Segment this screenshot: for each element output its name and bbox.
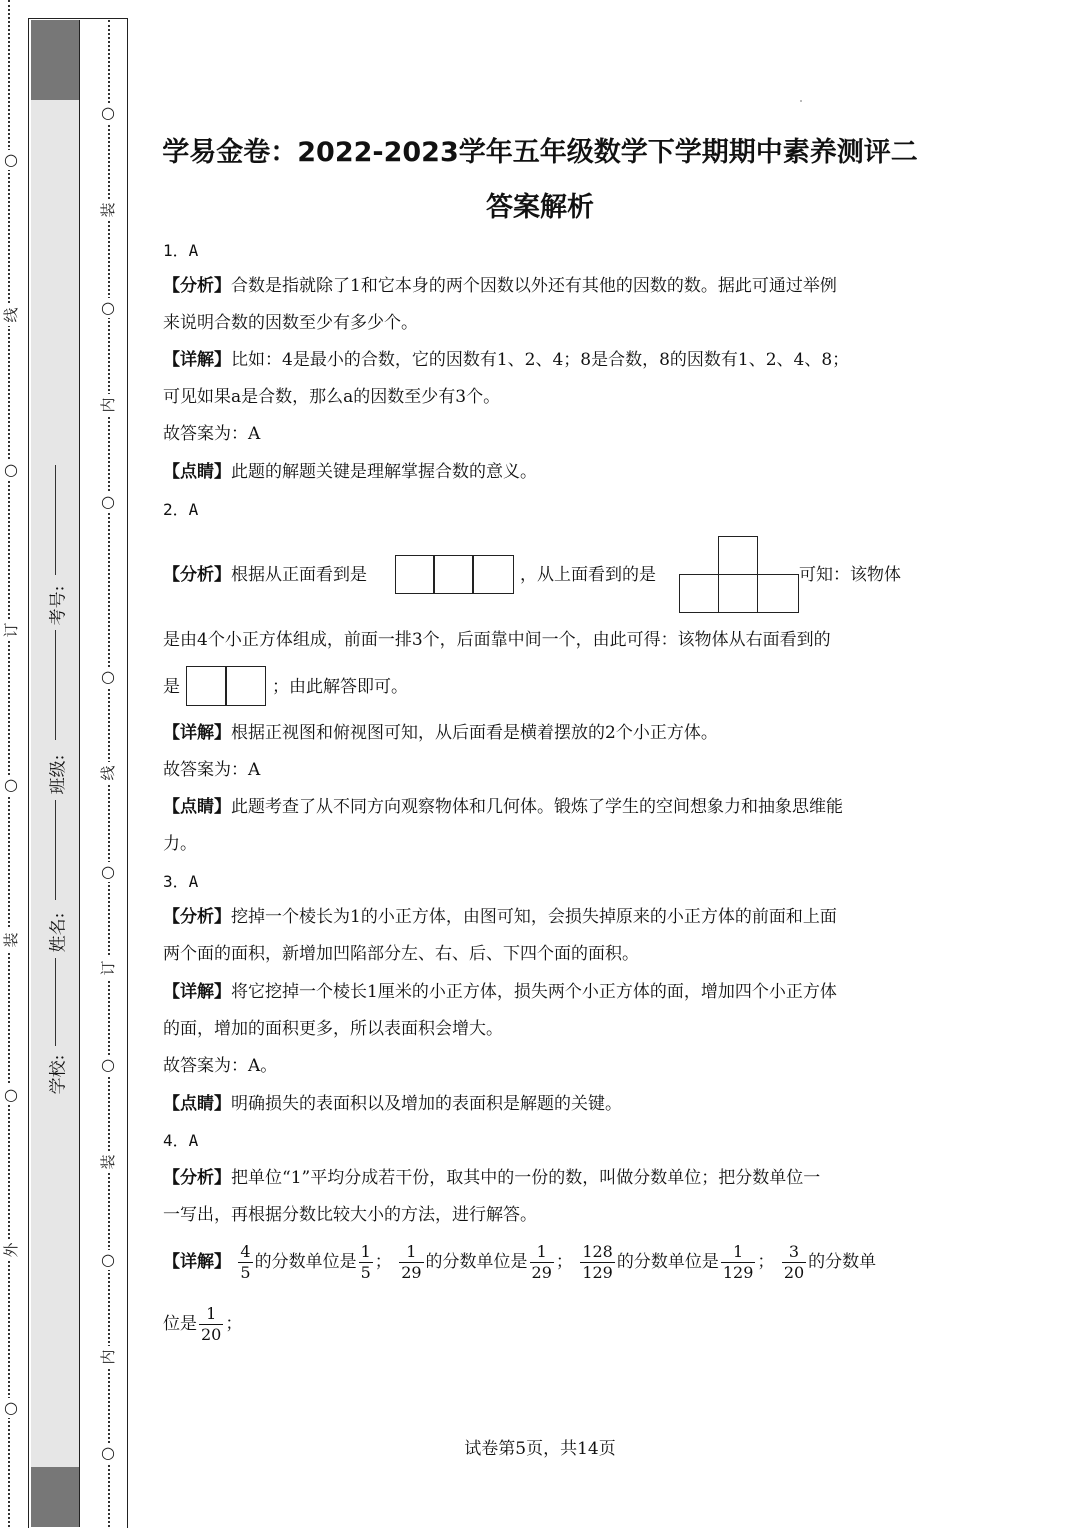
tip-tag: 【点睛】 [163, 797, 231, 817]
school-blank[interactable] [55, 958, 56, 1046]
outer-circle-mark: ○ [0, 1398, 22, 1418]
q1-analysis-text: 合数是指就除了1和它本身的两个因数以外还有其他的因数的数。据此可通过举例 [231, 276, 837, 296]
analysis-tag: 【分析】 [163, 1168, 231, 1188]
q1-tip-text: 此题的解题关键是理解掌握合数的意义。 [231, 462, 537, 482]
inner-text-mark: 订 [98, 957, 118, 979]
inner-circle-mark: ○ [97, 862, 119, 882]
outer-circle-mark: ○ [0, 460, 22, 480]
q1-detail-text: 比如：4是最小的合数，它的因数有1、2、4；8是合数，8的因数有1、2、4、8； [231, 350, 850, 370]
outer-text-mark: 订 [1, 619, 21, 641]
top-view-square [757, 574, 799, 613]
inner-text-mark: 线 [98, 762, 118, 784]
analysis-tag: 【分析】 [163, 276, 231, 296]
q2-tip-line1 [163, 795, 923, 819]
q3-detail-text: 将它挖掉一个棱长1厘米的小正方体，损失两个小正方体的面，增加四个小正方体 [231, 982, 837, 1002]
right-view-square [226, 666, 266, 706]
q3-number: 3．A [163, 872, 199, 891]
outer-text-mark: 线 [1, 304, 21, 326]
tip-tag: 【点睛】 [163, 462, 231, 482]
q2-analysis-line2: 是由4个小正方体组成，前面一排3个，后面靠中间一个，由此可得：该物体从右面看到的 [163, 630, 831, 650]
q4-number: 4．A [163, 1131, 199, 1150]
q2-analysis-line3-suffix: ；由此解答即可。 [272, 677, 408, 697]
unit-text: 的分数单 [808, 1252, 877, 1272]
top-view-square [718, 574, 758, 613]
q4-analysis-text: 把单位“1”平均分成若干份，取其中的一份的数，叫做分数单位；把分数单位一 [231, 1168, 821, 1188]
outer-text-mark: 装 [1, 929, 21, 951]
q3-analysis-line2: 两个面的面积，新增加凹陷部分左、右、后、下四个面的面积。 [163, 944, 639, 964]
inner-circle-mark: ○ [97, 667, 119, 687]
page-subtitle: 答案解析 [486, 192, 594, 223]
class-blank[interactable] [55, 630, 56, 740]
analysis-tag: 【分析】 [163, 565, 231, 585]
inner-text-mark: 装 [98, 199, 118, 221]
q4-detail-line2 [163, 1302, 923, 1346]
unit-text: 的分数单位是 [254, 1252, 357, 1272]
unit-text: 的分数单位是 [425, 1252, 528, 1272]
page-title: 学易金卷：2022-2023学年五年级数学下学期期中素养测评二 [162, 137, 918, 168]
q2-detail-text: 根据正视图和俯视图可知，从后面看是横着摆放的2个小正方体。 [231, 723, 718, 743]
unit-text: 的分数单位是 [616, 1252, 719, 1272]
q1-number: 1．A [163, 241, 199, 260]
front-view-square [434, 555, 473, 594]
inner-circle-mark: ○ [97, 298, 119, 318]
fraction: $\frac{1}{129}$ [722, 1242, 754, 1282]
separator: ； [225, 1314, 243, 1334]
detail-tag: 【详解】 [163, 1252, 231, 1272]
separator: ； [757, 1252, 775, 1272]
q1-tip [163, 460, 923, 484]
q2-tip-text: 此题考查了从不同方向观察物体和几何体。锻炼了学生的空间想象力和抽象思维能 [231, 797, 843, 817]
fraction: $\frac{1}{29}$ [531, 1242, 552, 1282]
name-label: 姓名: [48, 912, 69, 953]
fraction: $\frac{1}{20}$ [201, 1304, 222, 1344]
exam-number-blank[interactable] [55, 465, 56, 575]
inner-text-mark: 装 [98, 1151, 118, 1173]
inner-circle-mark: ○ [97, 1443, 119, 1463]
inner-text-mark: 内 [98, 394, 118, 416]
band-edge-line [79, 20, 80, 1527]
q3-detail-line2: 的面，增加的面积更多，所以表面积会增大。 [163, 1019, 503, 1039]
detail-tag: 【详解】 [163, 982, 231, 1002]
q3-analysis-text: 挖掉一个棱长为1的小正方体，由图可知，会损失掉原来的小正方体的前面和上面 [231, 907, 837, 927]
q3-tip [163, 1092, 923, 1116]
detail-tag: 【详解】 [163, 350, 231, 370]
fraction: $\frac{1}{5}$ [360, 1242, 371, 1282]
q3-detail-line1 [163, 980, 923, 1004]
outer-dotted-line [8, 0, 10, 1527]
tip-tag: 【点睛】 [163, 1094, 231, 1114]
q2-analysis-part-a: 根据从正面看到是 [231, 565, 367, 585]
front-view-square [473, 555, 514, 594]
q4-detail-line1 [163, 1240, 923, 1284]
analysis-tag: 【分析】 [163, 907, 231, 927]
q1-detail-line1 [163, 348, 923, 372]
right-view-square [186, 666, 226, 706]
outer-circle-mark: ○ [0, 150, 22, 170]
inner-circle-mark: ○ [97, 492, 119, 512]
q3-analysis-line1 [163, 905, 923, 929]
page-footer: 试卷第5页，共14页 [464, 1439, 616, 1459]
fraction: $\frac{1}{29}$ [401, 1242, 422, 1282]
q2-detail [163, 721, 923, 745]
q3-tip-text: 明确损失的表面积以及增加的表面积是解题的关键。 [231, 1094, 622, 1114]
detail-tag: 【详解】 [163, 723, 231, 743]
q3-answer: 故答案为：A。 [163, 1056, 278, 1076]
inner-circle-mark: ○ [97, 1055, 119, 1075]
separator: ； [374, 1252, 392, 1272]
unit-text: 位是 [163, 1314, 197, 1334]
q2-analysis-part-c: 可知：该物体 [799, 565, 901, 585]
school-label: 学校: [48, 1054, 69, 1095]
q2-analysis-part-b: ，从上面看到的是 [520, 565, 656, 585]
inner-circle-mark: ○ [97, 1250, 119, 1270]
q1-analysis-line2: 来说明合数的因数至少有多少个。 [163, 313, 418, 333]
exam-number-label: 考号: [48, 585, 69, 626]
name-blank[interactable] [55, 800, 56, 900]
class-label: 班级: [48, 754, 69, 795]
outer-circle-mark: ○ [0, 1085, 22, 1105]
q4-analysis-line2: 一写出，再根据分数比较大小的方法，进行解答。 [163, 1205, 537, 1225]
top-view-square [679, 574, 719, 613]
inner-circle-mark: ○ [97, 103, 119, 123]
q2-number: 2．A [163, 500, 199, 519]
fraction: $\frac{4}{5}$ [240, 1242, 251, 1282]
q4-analysis-line1 [163, 1166, 923, 1190]
inner-text-mark: 内 [98, 1346, 118, 1368]
scan-speck [800, 100, 802, 102]
front-view-square [395, 555, 434, 594]
q2-analysis-line3-prefix: 是 [163, 677, 180, 697]
q1-analysis-line1 [163, 274, 923, 298]
q1-answer: 故答案为：A [163, 424, 261, 444]
fraction: $\frac{128}{129}$ [582, 1242, 613, 1282]
outer-circle-mark: ○ [0, 775, 22, 795]
q2-answer: 故答案为：A [163, 760, 261, 780]
separator: ； [555, 1252, 573, 1272]
fraction: $\frac{3}{20}$ [783, 1242, 805, 1282]
q2-tip-line2: 力。 [163, 834, 197, 854]
outer-text-mark: 外 [1, 1239, 21, 1261]
q1-detail-line2: 可见如果a是合数，那么a的因数至少有3个。 [163, 387, 501, 407]
top-view-square [718, 536, 758, 576]
